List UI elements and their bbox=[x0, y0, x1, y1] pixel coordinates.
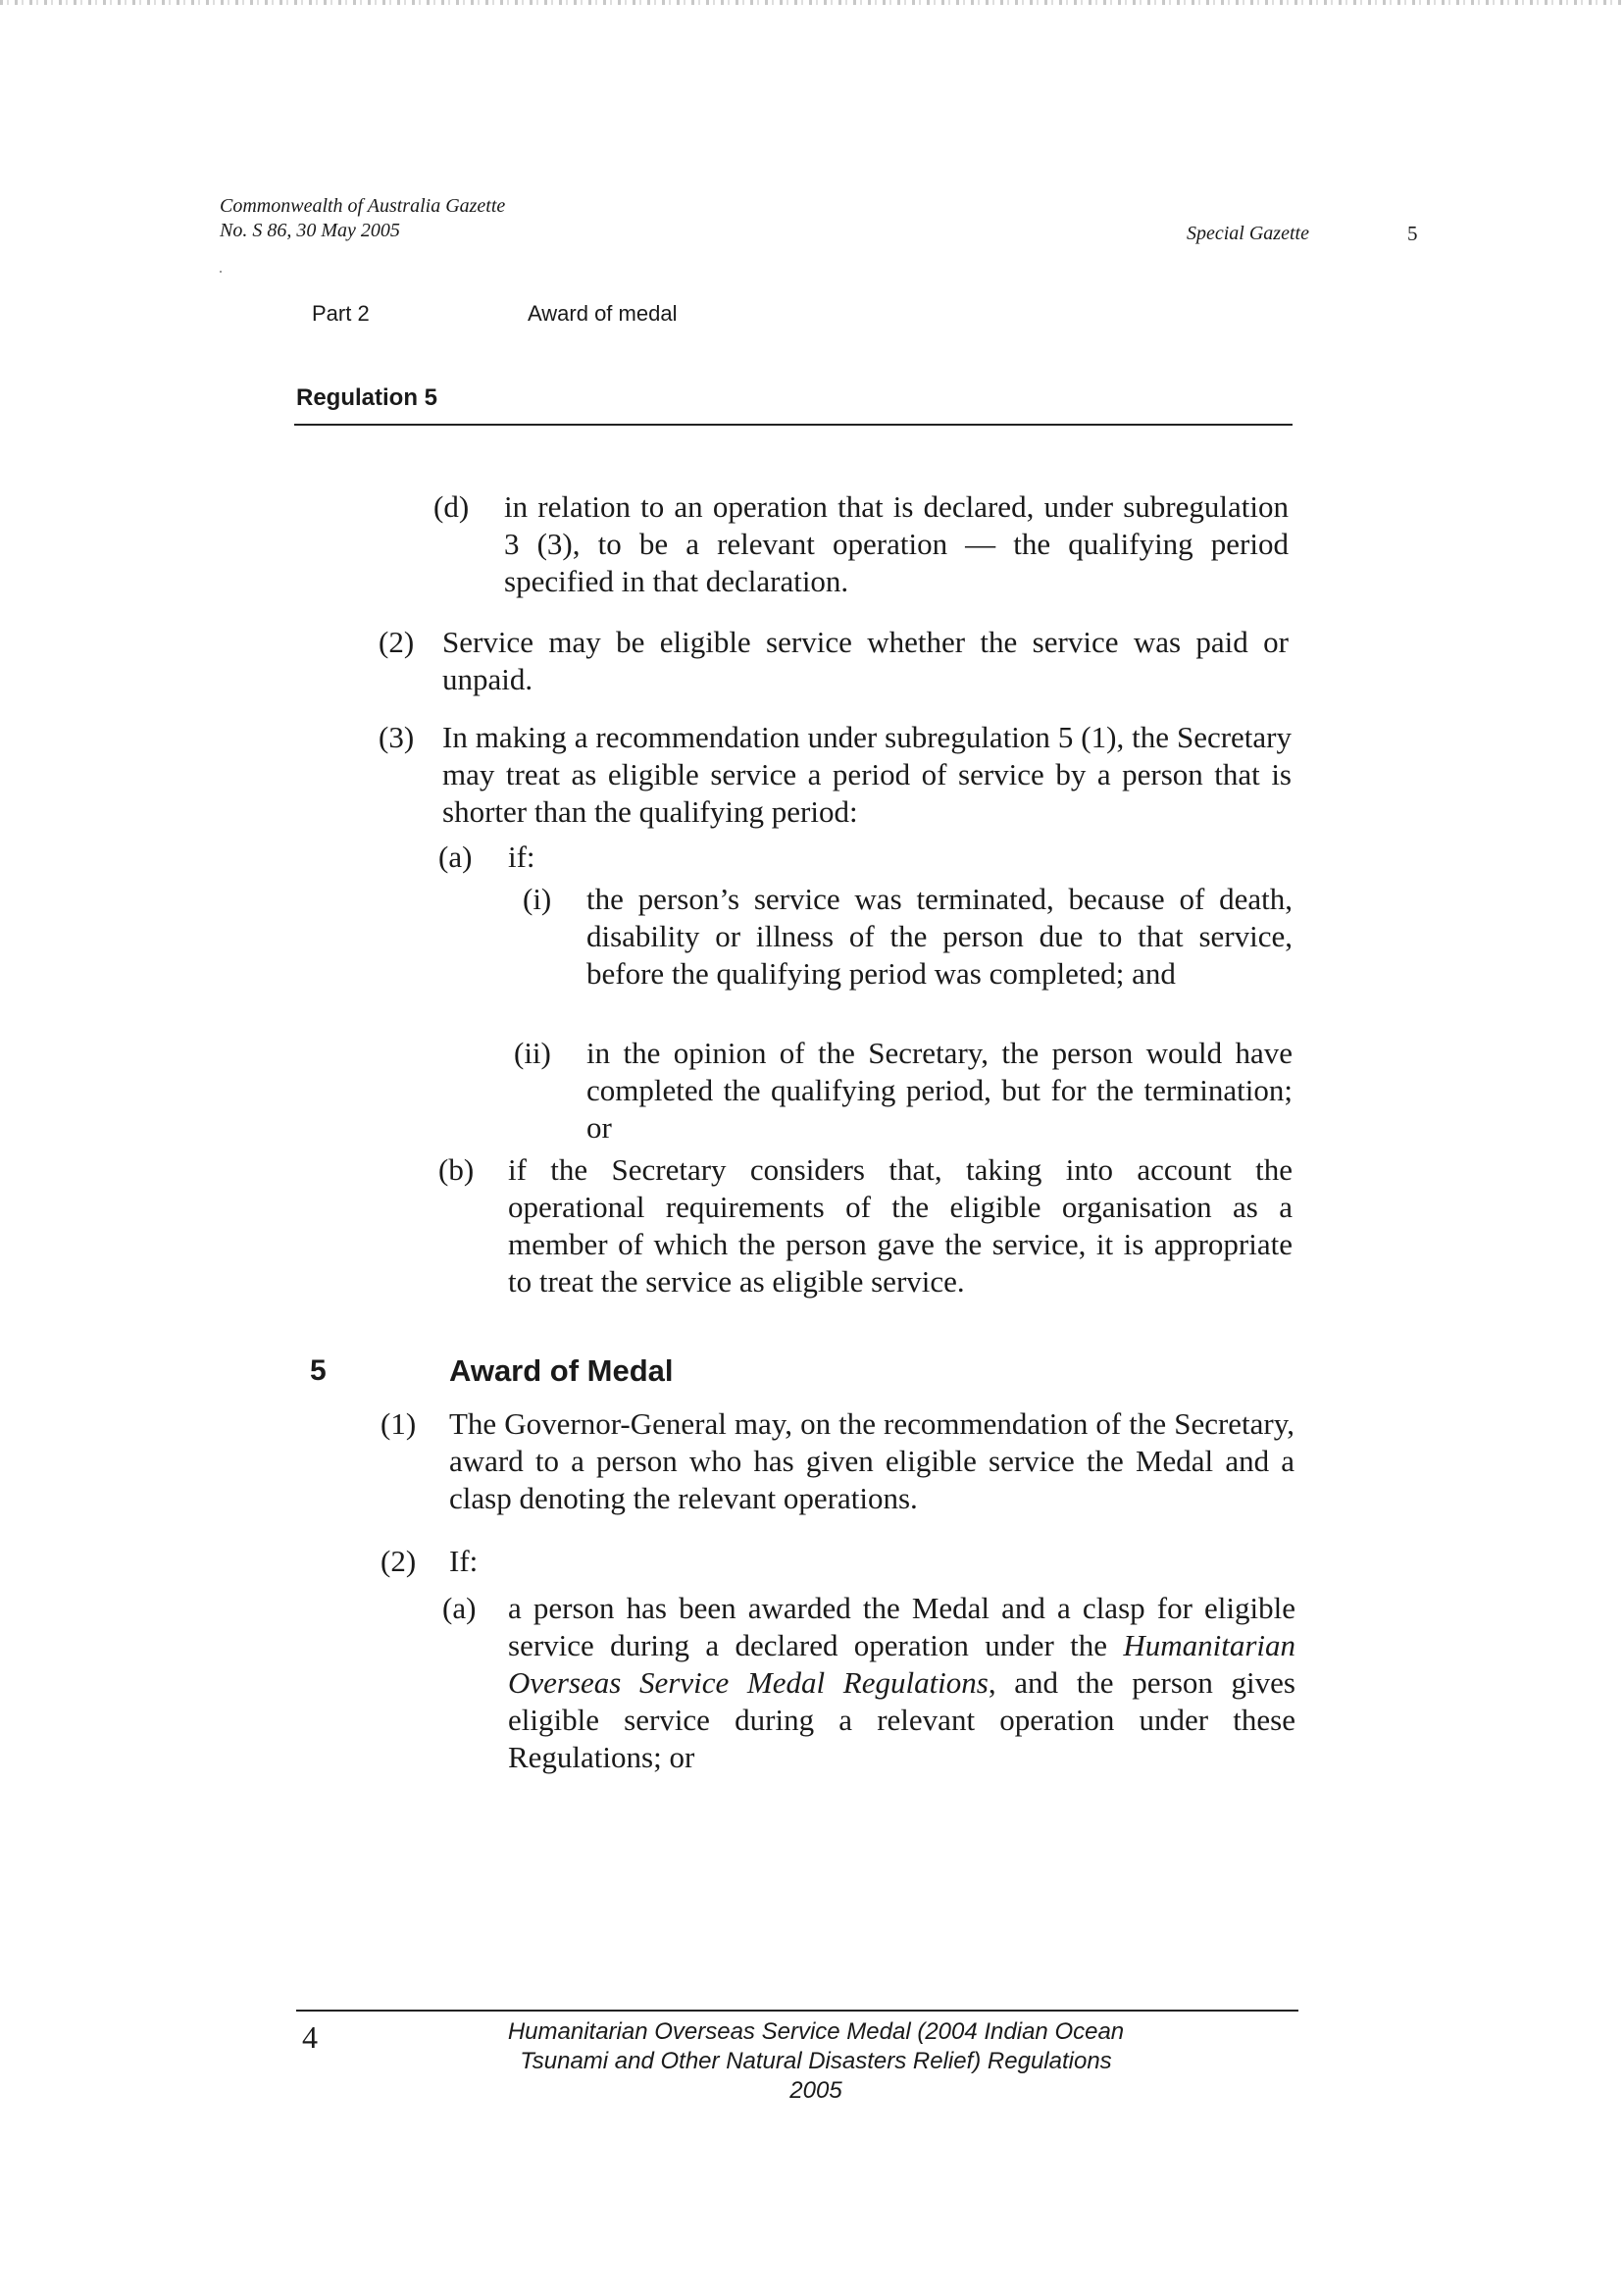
section5-label-2: (2) bbox=[381, 1544, 417, 1578]
footer-rule bbox=[296, 2010, 1298, 2012]
section5-para-text-a-part1: a person has been awarded the Medal and a clasp for eligible service during a declared operation under the bbox=[508, 1591, 1295, 1662]
scan-edge-artifact bbox=[0, 0, 1624, 5]
gazette-title: Commonwealth of Australia Gazette bbox=[220, 195, 506, 217]
footer-title-line-2: Tsunami and Other Natural Disasters Relief) Regulations bbox=[520, 2048, 1112, 2074]
regulations-citation: Humanitarian Overseas Service Medal Regulations bbox=[508, 1628, 1296, 1700]
para-label-b: (b) bbox=[438, 1152, 475, 1187]
section5-para-text-a bbox=[508, 1590, 1295, 1776]
footer-title-line-1: Humanitarian Overseas Service Medal (2004 Indian Ocean bbox=[507, 2018, 1125, 2045]
section-title: Award of Medal bbox=[449, 1353, 674, 1388]
item-text-d: in relation to an operation that is declared, under subregulation 3 (3), to be a relevant operation — the qualifying period specified in that declaration. bbox=[504, 489, 1289, 598]
section5-text-1: The Governor-General may, on the recommendation of the Secretary, award to a person who has given eligible service the Medal and a clasp denoting the relevant operations. bbox=[449, 1406, 1294, 1515]
gazette-page-number: 5 bbox=[1407, 222, 1418, 245]
section5-para-text-a-part2: , and the person gives eligible service during a relevant operation under these Regulations; or bbox=[508, 1665, 1295, 1774]
gazette-type: Special Gazette bbox=[1187, 223, 1309, 244]
subpara-label-ii: (ii) bbox=[514, 1036, 551, 1070]
subreg-text-2: Service may be eligible service whether the service was paid or unpaid. bbox=[442, 625, 1289, 696]
part-label: Part 2 bbox=[312, 301, 370, 326]
gazette-issue: No. S 86, 30 May 2005 bbox=[220, 220, 400, 241]
subreg-label-3: (3) bbox=[379, 720, 415, 754]
subreg-text-3: In making a recommendation under subregulation 5 (1), the Secretary may treat as eligible service a period of service by a person that is shorter than the qualifying period: bbox=[442, 720, 1292, 829]
item-label-d: (d) bbox=[433, 489, 470, 524]
footer-title-line-3: 2005 bbox=[789, 2077, 842, 2104]
section5-para-label-a: (a) bbox=[442, 1591, 477, 1625]
para-text-b: if the Secretary considers that, taking into account the operational requirements of the eligible organisation as a member of which the person gave the service, it is appropriate to treat the service as eligible service. bbox=[508, 1152, 1293, 1299]
subreg-label-2: (2) bbox=[379, 625, 415, 659]
regulation-label: Regulation 5 bbox=[296, 384, 438, 411]
section-number: 5 bbox=[310, 1354, 327, 1387]
para-label-a: (a) bbox=[438, 840, 473, 874]
footer-act-title bbox=[394, 2017, 1238, 2106]
scan-speck bbox=[220, 271, 222, 273]
subpara-text-i: the person’s service was terminated, because of death, disability or illness of the person due to that service, before the qualifying period was completed; and bbox=[586, 882, 1293, 991]
header-rule bbox=[294, 424, 1293, 426]
subpara-text-ii: in the opinion of the Secretary, the person would have completed the qualifying period, but for the termination; or bbox=[586, 1036, 1293, 1145]
para-text-a: if: bbox=[508, 840, 535, 874]
section5-label-1: (1) bbox=[381, 1406, 417, 1441]
subpara-label-i: (i) bbox=[523, 882, 552, 916]
page-number: 4 bbox=[302, 2019, 318, 2055]
section5-text-2: If: bbox=[449, 1544, 479, 1578]
part-title: Award of medal bbox=[528, 301, 678, 326]
